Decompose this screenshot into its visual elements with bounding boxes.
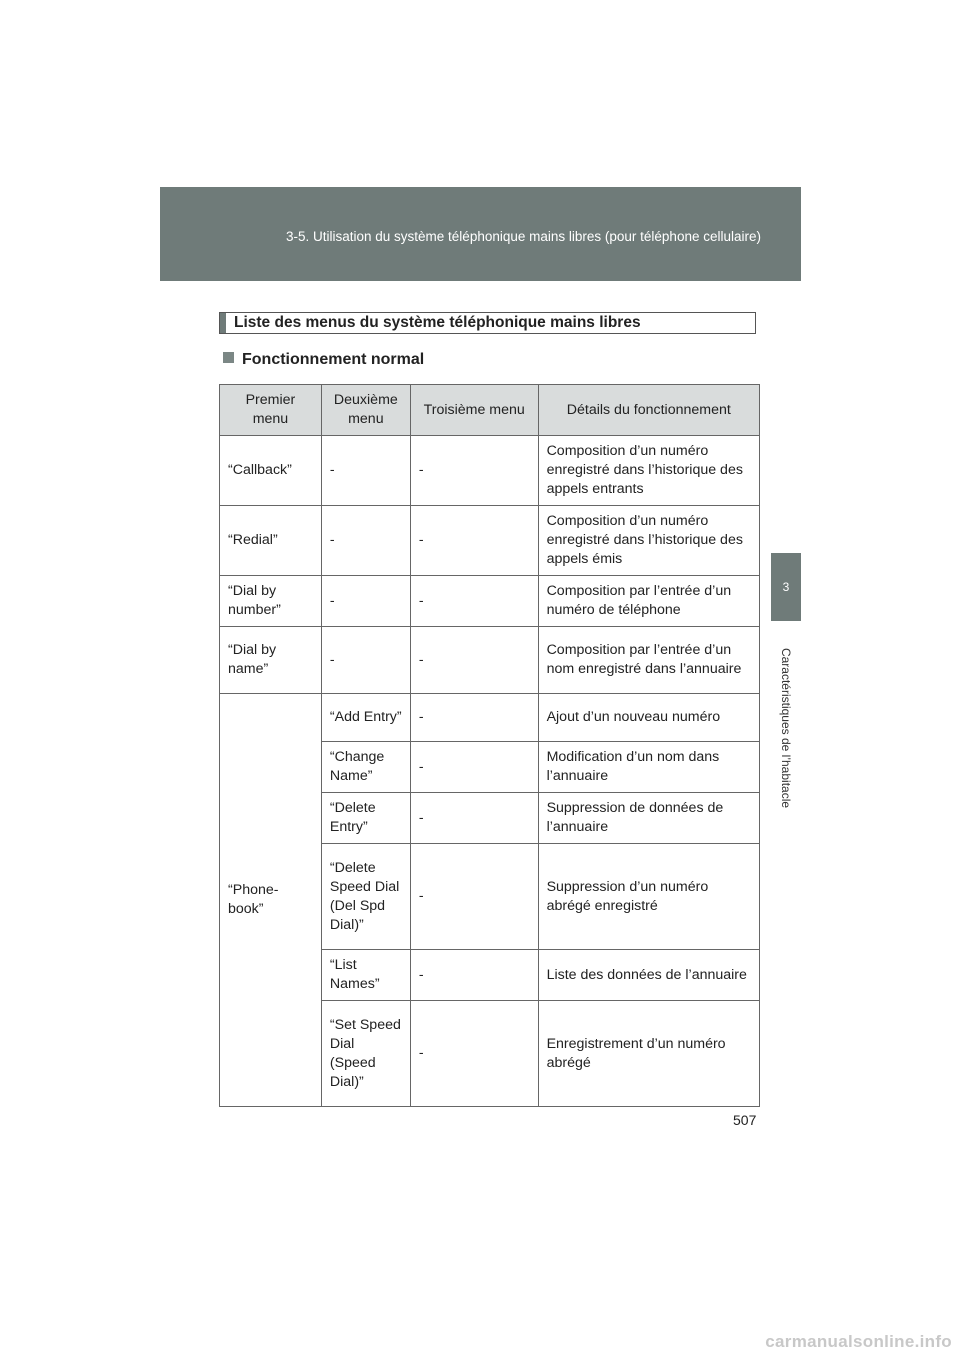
header-third-menu: Troisième menu xyxy=(410,385,538,436)
cell-third-menu: - xyxy=(410,1001,538,1107)
cell-details: Ajout d’un nouveau numéro xyxy=(538,694,759,742)
cell-details: Composition d’un numéro enregistré dans l’historique des appels émis xyxy=(538,506,759,576)
cell-third-menu: - xyxy=(410,844,538,950)
cell-third-menu: - xyxy=(410,742,538,793)
section-title-box xyxy=(219,312,756,334)
section-title: Liste des menus du système téléphonique mains libres xyxy=(234,314,641,331)
cell-phonebook: “Phone-book” xyxy=(220,694,322,1107)
cell-details: Composition par l’entrée d’un numéro de téléphone xyxy=(538,576,759,627)
table-row xyxy=(220,576,760,627)
table-row xyxy=(220,436,760,506)
cell-third-menu: - xyxy=(410,627,538,694)
cell-second-menu: “Delete Entry” xyxy=(321,793,410,844)
cell-third-menu: - xyxy=(410,793,538,844)
cell-second-menu: - xyxy=(321,627,410,694)
cell-details: Modification d’un nom dans l’annuaire xyxy=(538,742,759,793)
subtitle-text: Fonctionnement normal xyxy=(242,351,425,368)
chapter-tab-label: Caractéristiques de l’habitacle xyxy=(779,647,793,809)
cell-second-menu: - xyxy=(321,506,410,576)
cell-first-menu: “Dial by name” xyxy=(220,627,322,694)
chapter-header xyxy=(160,187,801,281)
subtitle xyxy=(223,351,424,369)
cell-details: Suppression d’un numéro abrégé enregistré xyxy=(538,844,759,950)
cell-third-menu: - xyxy=(410,506,538,576)
cell-details: Suppression de données de l’annuaire xyxy=(538,793,759,844)
cell-third-menu: - xyxy=(410,950,538,1001)
cell-third-menu: - xyxy=(410,436,538,506)
section-title-bar xyxy=(220,313,226,333)
cell-details: Composition par l’entrée d’un nom enregistré dans l’annuaire xyxy=(538,627,759,694)
cell-second-menu: “Change Name” xyxy=(321,742,410,793)
header-second-menu: Deuxième menu xyxy=(321,385,410,436)
cell-second-menu: “Delete Speed Dial (Del Spd Dial)” xyxy=(321,844,410,950)
cell-second-menu: - xyxy=(321,576,410,627)
header-first-menu: Premier menu xyxy=(220,385,322,436)
chapter-section-title: 3-5. Utilisation du système téléphonique mains libres (pour téléphone cellulaire) xyxy=(285,229,761,244)
table-row xyxy=(220,627,760,694)
cell-third-menu: - xyxy=(410,576,538,627)
cell-first-menu: “Redial” xyxy=(220,506,322,576)
header-details: Détails du fonctionnement xyxy=(538,385,759,436)
table-header-row xyxy=(220,385,760,436)
table-row xyxy=(220,506,760,576)
cell-second-menu: “Add Entry” xyxy=(321,694,410,742)
cell-second-menu: - xyxy=(321,436,410,506)
page-number: 507 xyxy=(733,1112,757,1128)
square-bullet-icon xyxy=(223,352,234,363)
watermark: carmanualsonline.info xyxy=(765,1332,952,1351)
cell-details: Enregistrement d’un numéro abrégé xyxy=(538,1001,759,1107)
cell-second-menu: “Set Speed Dial (Speed Dial)” xyxy=(321,1001,410,1107)
cell-details: Composition d’un numéro enregistré dans l’historique des appels entrants xyxy=(538,436,759,506)
menu-table xyxy=(219,384,760,1107)
chapter-tab: 3 xyxy=(771,553,801,621)
cell-details: Liste des données de l’annuaire xyxy=(538,950,759,1001)
cell-second-menu: “List Names” xyxy=(321,950,410,1001)
cell-first-menu: “Callback” xyxy=(220,436,322,506)
table-row xyxy=(220,694,760,742)
cell-third-menu: - xyxy=(410,694,538,742)
cell-first-menu: “Dial by number” xyxy=(220,576,322,627)
